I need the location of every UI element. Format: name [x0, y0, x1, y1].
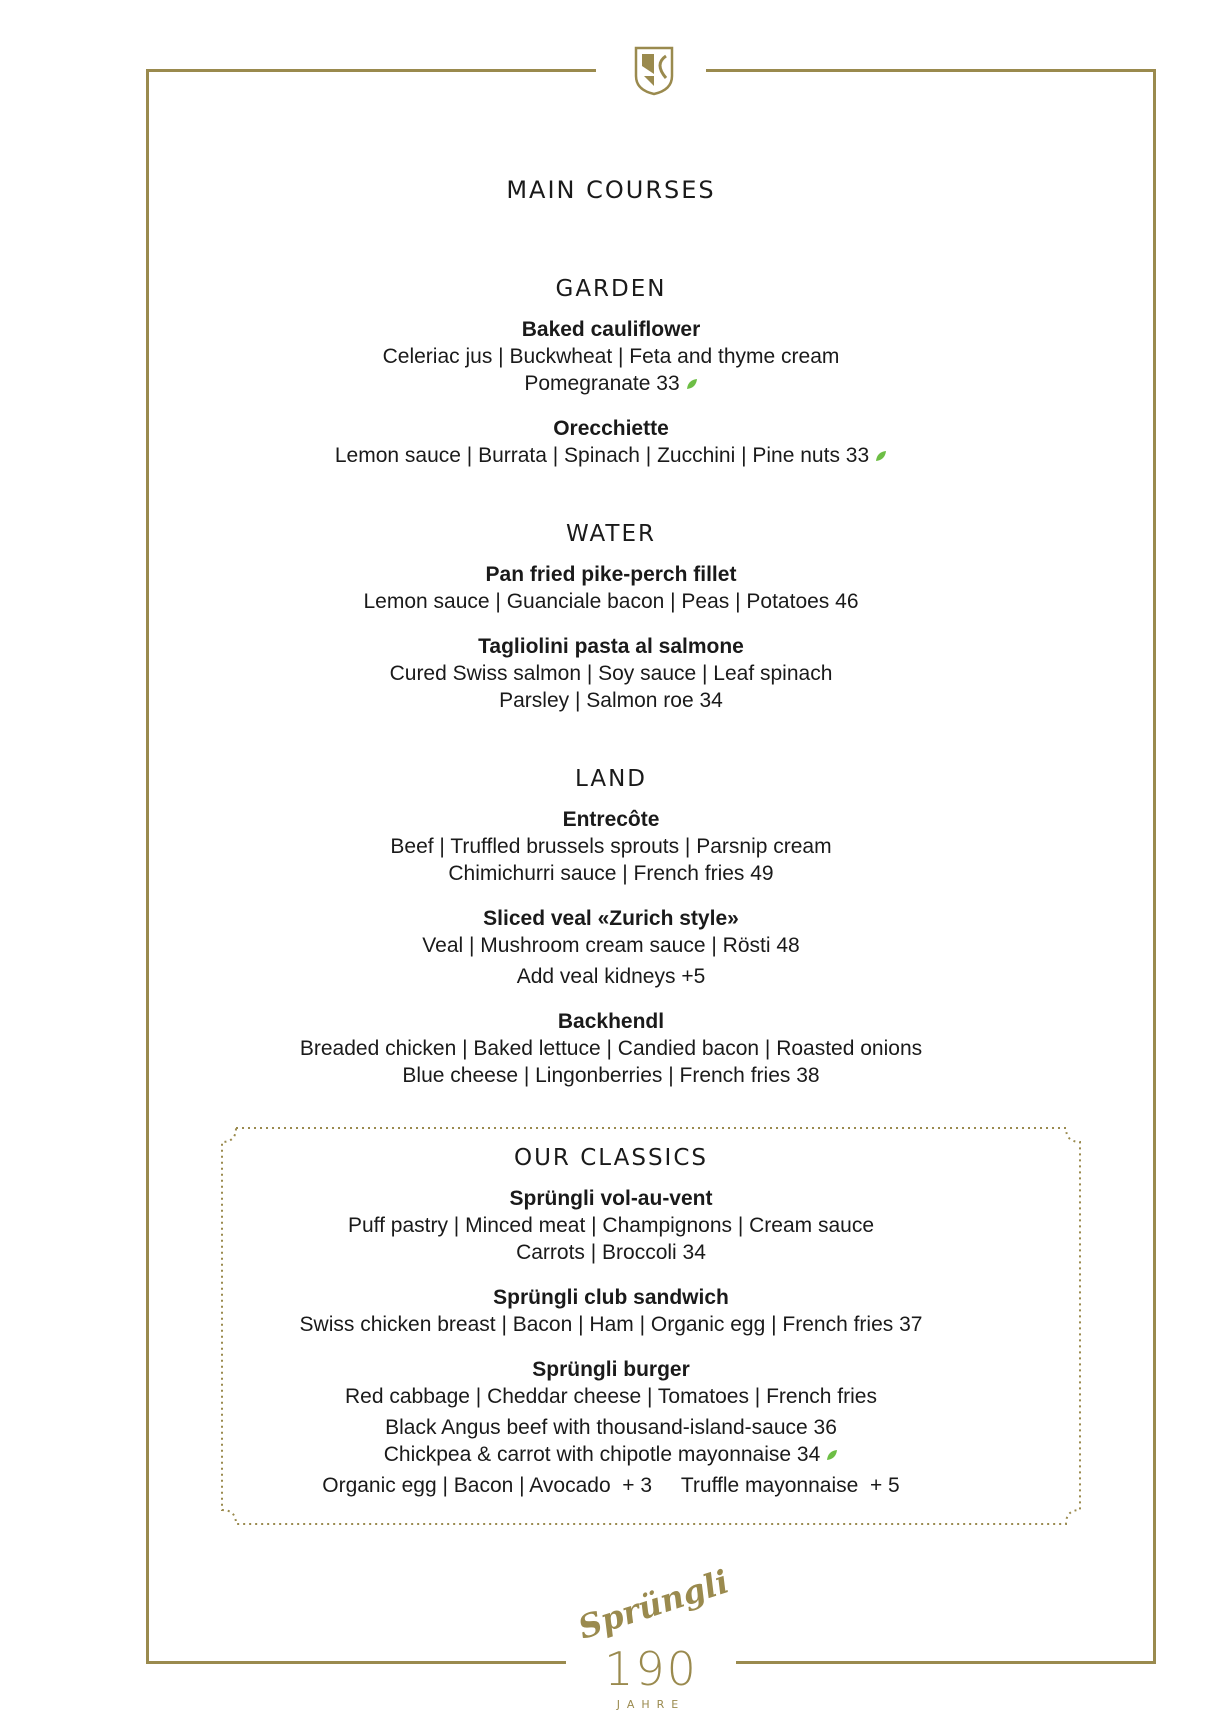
dish-description: Red cabbage | Cheddar cheese | Tomatoes | French fries: [345, 1385, 877, 1408]
dish-description-price: Carrots | Broccoli 34: [516, 1241, 706, 1264]
dish-name: Backhendl: [557, 1010, 665, 1033]
dish-name: Orecchiette: [553, 417, 669, 440]
dish-name: Pan fried pike-perch fillet: [485, 563, 737, 586]
dish-name: Sprüngli burger: [532, 1358, 690, 1381]
section-heading: OUR CLASSICS: [513, 1145, 708, 1171]
leaf-icon: [826, 1449, 838, 1461]
section-water: [0, 521, 1222, 732]
page-title: MAIN COURSES: [506, 176, 716, 204]
anniversary-years: 190: [604, 1642, 698, 1696]
dish-sliced-veal: [0, 905, 1222, 990]
section-garden: [0, 276, 1222, 487]
dish-pike-perch: [0, 561, 1222, 615]
dish-orecchiette: [0, 415, 1222, 469]
dish-backhendl: [0, 1008, 1222, 1089]
frame-bottom-left: [146, 1661, 566, 1664]
dish-description-price: Parsley | Salmon roe 34: [499, 689, 723, 712]
dish-description-price: Blue cheese | Lingonberries | French fries 38: [402, 1064, 820, 1087]
dish-description: Puff pastry | Minced meat | Champignons | Cream sauce: [347, 1214, 875, 1237]
dish-description-price: Lemon sauce | Burrata | Spinach | Zucchini | Pine nuts 33: [0, 442, 1222, 469]
dish-name: Tagliolini pasta al salmone: [478, 635, 744, 658]
brand-signature: Sprüngli: [573, 1562, 734, 1647]
dish-description-price: Chimichurri sauce | French fries 49: [448, 862, 774, 885]
brand-anniversary-logo: [556, 1562, 746, 1711]
section-classics: [0, 1145, 1222, 1517]
section-heading: GARDEN: [555, 276, 667, 302]
dish-description-price: Pomegranate 33: [0, 370, 1222, 397]
dish-burger: [0, 1356, 1222, 1499]
dish-club-sandwich: [0, 1284, 1222, 1338]
dish-description: Beef | Truffled brussels sprouts | Parsnip cream: [390, 835, 832, 858]
dish-name: Sliced veal «Zurich style»: [483, 907, 739, 930]
dish-description-price: Swiss chicken breast | Bacon | Ham | Organic egg | French fries 37: [299, 1313, 923, 1336]
dish-option-beef: Black Angus beef with thousand-island-sauce 36: [385, 1416, 837, 1439]
anniversary-label: JAHRE: [616, 1698, 686, 1711]
dish-description: Celeriac jus | Buckwheat | Feta and thyme cream: [382, 345, 840, 368]
dish-name: Sprüngli club sandwich: [493, 1286, 729, 1309]
dish-baked-cauliflower: [0, 316, 1222, 397]
leaf-icon: [875, 450, 887, 462]
dish-entrecote: [0, 806, 1222, 887]
dish-addon: Add veal kidneys +5: [516, 965, 706, 988]
dish-name: Baked cauliflower: [521, 318, 701, 341]
dish-description-price: Veal | Mushroom cream sauce | Rösti 48: [422, 934, 800, 957]
section-heading: WATER: [566, 521, 656, 547]
section-land: [0, 766, 1222, 1107]
frame-top-left: [146, 69, 596, 72]
dish-addons: Organic egg | Bacon | Avocado + 3 Truffle mayonnaise + 5: [322, 1474, 900, 1497]
frame-bottom-right: [736, 1661, 1156, 1664]
dish-description: Breaded chicken | Baked lettuce | Candied bacon | Roasted onions: [299, 1037, 923, 1060]
dish-name: Sprüngli vol-au-vent: [509, 1187, 713, 1210]
dish-option-veg: Chickpea & carrot with chipotle mayonnaise 34: [0, 1441, 1222, 1468]
crest-logo-icon: [634, 46, 674, 96]
dish-vol-au-vent: [0, 1185, 1222, 1266]
dish-name: Entrecôte: [562, 808, 660, 831]
section-heading: LAND: [575, 766, 647, 792]
dish-description: Cured Swiss salmon | Soy sauce | Leaf spinach: [389, 662, 833, 685]
dish-description-price: Lemon sauce | Guanciale bacon | Peas | Potatoes 46: [363, 590, 859, 613]
dish-tagliolini: [0, 633, 1222, 714]
frame-top-right: [706, 69, 1156, 72]
leaf-icon: [686, 378, 698, 390]
